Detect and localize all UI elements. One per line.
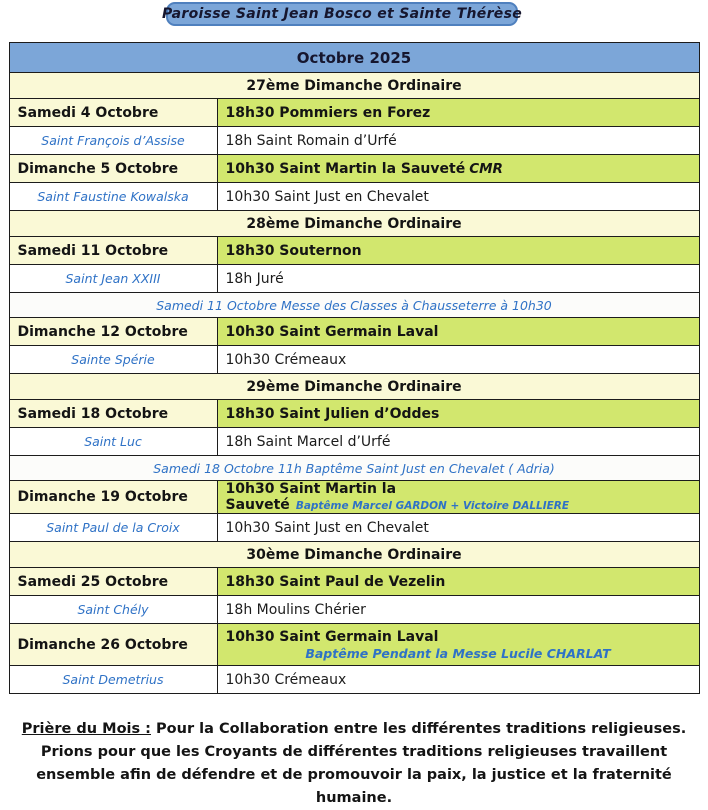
saint-name-cell: Saint Faustine Kowalska bbox=[9, 183, 217, 211]
special-note-row bbox=[9, 456, 699, 481]
event-cell: 10h30 Crémeaux bbox=[217, 666, 699, 694]
baptism-note-block: Baptême Pendant la Messe Lucile CHARLAT bbox=[305, 645, 611, 661]
event-cell: 18h30 Saint Julien d’Oddes bbox=[217, 400, 699, 428]
section-header: 29ème Dimanche Ordinaire bbox=[9, 374, 699, 400]
special-note: Samedi 11 Octobre Messe des Classes à Chausseterre à 10h30 bbox=[9, 293, 699, 318]
section-header-row bbox=[9, 542, 699, 568]
table-row bbox=[9, 155, 699, 183]
saint-name-cell: Saint François d’Assise bbox=[9, 127, 217, 155]
event-cell: 18h Moulins Chérier bbox=[217, 596, 699, 624]
table-row bbox=[9, 624, 699, 666]
event-cell: 18h30 Souternon bbox=[217, 237, 699, 265]
event-cell: 10h30 Saint Just en Chevalet bbox=[217, 514, 699, 542]
table-row bbox=[9, 318, 699, 346]
event-cell: 10h30 Saint Germain Laval bbox=[217, 318, 699, 346]
event-cell: 10h30 Crémeaux bbox=[217, 346, 699, 374]
prayer-label: Prière du Mois : bbox=[21, 721, 151, 737]
month-header-row bbox=[9, 43, 699, 73]
saint-name-cell: Sainte Spérie bbox=[9, 346, 217, 374]
event-suffix: CMR bbox=[469, 160, 503, 177]
event-cell: 18h30 Pommiers en Forez bbox=[217, 99, 699, 127]
prayer-text: Pour la Collaboration entre les différentes traditions religieuses. Prions pour que les Croyants de différentes traditions religieuses travaillent ensemble afin de défendre et de promouvoir la paix, la justice et la fraternité humaine. bbox=[36, 721, 687, 806]
event-cell: 18h Saint Romain d’Urfé bbox=[217, 127, 699, 155]
table-row bbox=[9, 666, 699, 694]
section-header: 28ème Dimanche Ordinaire bbox=[9, 211, 699, 237]
monthly-prayer bbox=[12, 718, 696, 810]
mass-schedule-table bbox=[9, 42, 700, 694]
month-header: Octobre 2025 bbox=[9, 43, 699, 73]
event-cell: 18h Saint Marcel d’Urfé bbox=[217, 428, 699, 456]
table-row bbox=[9, 428, 699, 456]
special-note: Samedi 18 Octobre 11h Baptême Saint Just en Chevalet ( Adria) bbox=[9, 456, 699, 481]
section-header-row bbox=[9, 73, 699, 99]
parish-title: Paroisse Saint Jean Bosco et Sainte Thérèse bbox=[162, 6, 522, 22]
event-cell bbox=[217, 481, 699, 514]
event-text: 10h30 Saint Martin la Sauveté bbox=[225, 481, 397, 513]
saint-name-cell: Saint Demetrius bbox=[9, 666, 217, 694]
table-row bbox=[9, 400, 699, 428]
section-header-row bbox=[9, 211, 699, 237]
date-cell: Dimanche 5 Octobre bbox=[9, 155, 217, 183]
parish-title-banner bbox=[162, 2, 522, 26]
table-row bbox=[9, 346, 699, 374]
date-cell: Samedi 25 Octobre bbox=[9, 568, 217, 596]
saint-name-cell: Saint Chély bbox=[9, 596, 217, 624]
date-cell: Samedi 4 Octobre bbox=[9, 99, 217, 127]
date-cell: Samedi 18 Octobre bbox=[9, 400, 217, 428]
date-cell: Dimanche 26 Octobre bbox=[9, 624, 217, 666]
section-header-row bbox=[9, 374, 699, 400]
saint-name-cell: Saint Jean XXIII bbox=[9, 265, 217, 293]
event-cell bbox=[217, 624, 699, 666]
table-row bbox=[9, 99, 699, 127]
special-note-row bbox=[9, 293, 699, 318]
event-cell bbox=[217, 155, 699, 183]
event-cell: 18h Juré bbox=[217, 265, 699, 293]
date-cell: Dimanche 19 Octobre bbox=[9, 481, 217, 514]
table-row bbox=[9, 237, 699, 265]
event-text: 10h30 Saint Martin la Sauveté bbox=[225, 160, 466, 177]
event-cell: 10h30 Saint Just en Chevalet bbox=[217, 183, 699, 211]
saint-name-cell: Saint Paul de la Croix bbox=[9, 514, 217, 542]
table-row bbox=[9, 265, 699, 293]
date-cell: Samedi 11 Octobre bbox=[9, 237, 217, 265]
table-row bbox=[9, 127, 699, 155]
baptism-note-inline: Baptême Marcel GARDON + Victoire DALLIERE bbox=[295, 500, 570, 512]
section-header: 30ème Dimanche Ordinaire bbox=[9, 542, 699, 568]
table-row bbox=[9, 568, 699, 596]
table-row bbox=[9, 481, 699, 514]
event-cell: 18h30 Saint Paul de Vezelin bbox=[217, 568, 699, 596]
table-row bbox=[9, 183, 699, 211]
date-cell: Dimanche 12 Octobre bbox=[9, 318, 217, 346]
section-header: 27ème Dimanche Ordinaire bbox=[9, 73, 699, 99]
saint-name-cell: Saint Luc bbox=[9, 428, 217, 456]
table-row bbox=[9, 596, 699, 624]
event-text: 10h30 Saint Germain Laval bbox=[225, 628, 439, 645]
table-row bbox=[9, 514, 699, 542]
